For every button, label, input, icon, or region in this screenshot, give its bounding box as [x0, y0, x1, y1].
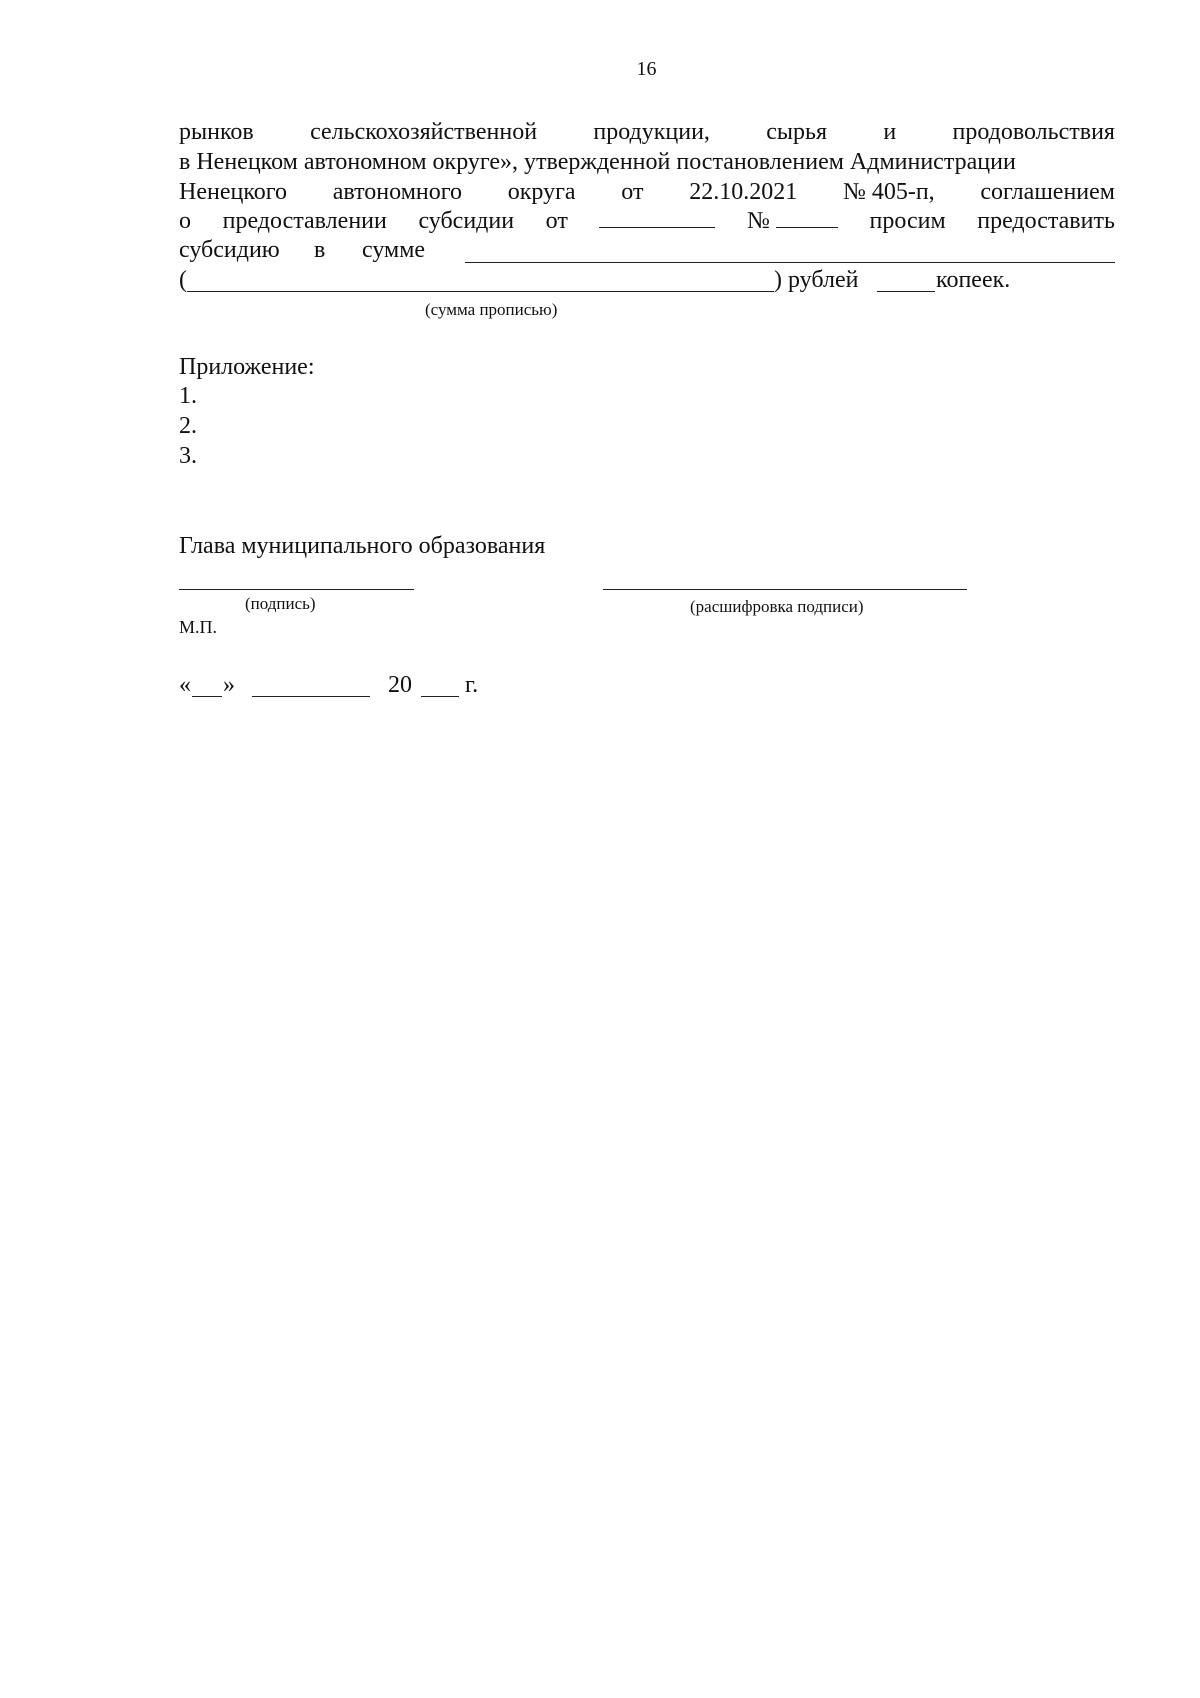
page-number: 16 — [636, 58, 657, 80]
date-month-field[interactable] — [252, 696, 370, 697]
word: о — [179, 208, 191, 234]
seal-label: М.П. — [179, 617, 218, 637]
agreement-number-group — [747, 206, 838, 236]
word: округа — [507, 179, 576, 205]
signature-hint: (подпись) — [245, 594, 316, 613]
paragraph-line-1 — [179, 117, 1115, 147]
kopecks-label: копеек. — [936, 267, 1011, 293]
year-prefix: 20 — [388, 672, 412, 698]
number-sign: № — [747, 208, 770, 234]
word: продукции, — [593, 119, 710, 145]
date-line — [179, 670, 579, 700]
paragraph-line-2 — [179, 147, 1115, 177]
word: предоставлении — [222, 208, 387, 234]
word: Ненецкого — [179, 179, 288, 205]
decree-number: № 405-п, — [842, 179, 935, 205]
word: сумме — [362, 237, 426, 263]
attachment-item-3: 3. — [179, 443, 197, 469]
close-quote: » — [223, 672, 235, 698]
word: и — [883, 119, 897, 145]
attachments-heading: Приложение: — [179, 354, 315, 380]
word: просим — [869, 208, 946, 234]
date-day-field[interactable] — [192, 696, 222, 697]
line-text: в Ненецком автономном округе», утвержденной постановлением Администрации — [179, 149, 1016, 175]
paragraph-line-4 — [179, 206, 1115, 236]
word: от — [621, 179, 644, 205]
word: от — [545, 208, 568, 234]
decree-date: 22.10.2021 — [689, 179, 798, 205]
paragraph-line-5 — [179, 235, 1115, 265]
paragraph-line-3 — [179, 177, 1115, 207]
word: субсидии — [418, 208, 515, 234]
word: продовольствия — [952, 119, 1115, 145]
sum-digits-field[interactable] — [465, 262, 1115, 263]
word: рынков — [179, 119, 254, 145]
close-paren-rubles: ) рублей — [774, 267, 859, 293]
word: сырья — [766, 119, 827, 145]
word: сельскохозяйственной — [310, 119, 538, 145]
year-suffix: г. — [465, 672, 479, 698]
open-paren: ( — [179, 267, 187, 293]
sum-words-hint: (сумма прописью) — [425, 300, 558, 319]
sum-words-field[interactable] — [187, 291, 774, 292]
word: соглашением — [980, 179, 1115, 205]
signature-field[interactable] — [179, 589, 414, 590]
word: субсидию — [179, 237, 280, 263]
signatory-title: Глава муниципального образования — [179, 533, 546, 559]
agreement-number-field[interactable] — [776, 207, 838, 228]
word: в — [314, 237, 326, 263]
agreement-date-field[interactable] — [599, 207, 715, 228]
open-quote: « — [179, 672, 191, 698]
date-year-field[interactable] — [421, 696, 459, 697]
attachment-item-1: 1. — [179, 383, 197, 409]
word: автономного — [332, 179, 462, 205]
decoding-hint: (расшифровка подписи) — [690, 597, 864, 616]
signature-decoding-field[interactable] — [603, 589, 967, 590]
word: предоставить — [977, 208, 1115, 234]
kopecks-field[interactable] — [877, 291, 935, 292]
attachment-item-2: 2. — [179, 413, 197, 439]
